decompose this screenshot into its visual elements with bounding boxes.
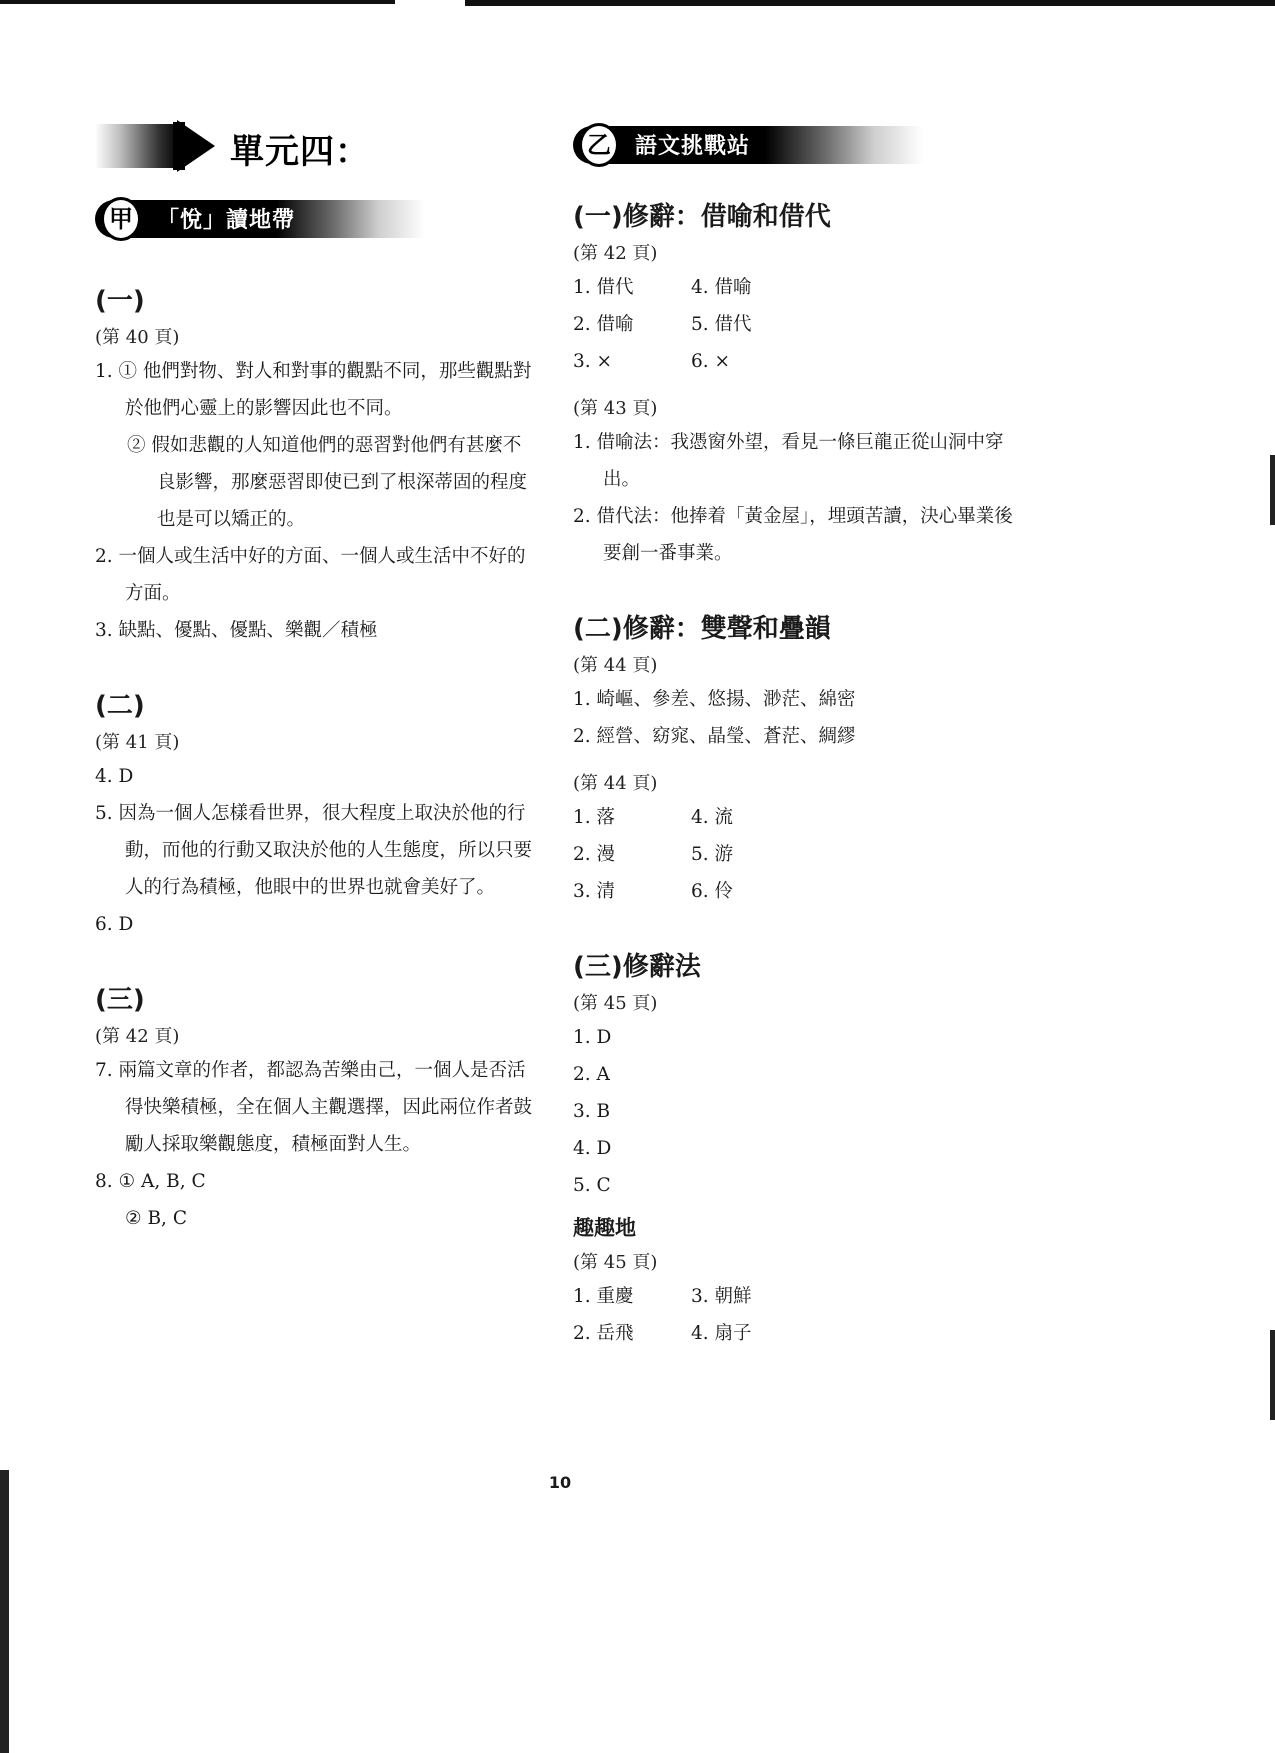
grid-cell: 1. 借代 [573,277,634,298]
answer-subitem: ② 假如悲觀的人知道他們的惡習對他們有甚麼不良影響，那麼惡習即使已到了根深蒂固的程度也是可以矯正的。 [127,435,528,530]
answer-item: 2. 一個人或生活中好的方面、一個人或生活中不好的方面。 [95,546,526,604]
answer-item: 7. 兩篇文章的作者，都認為苦樂由己，一個人是否活得快樂積極，全在個人主觀選擇，因此兩位作者鼓勵人採取樂觀態度，積極面對人生。 [95,1060,533,1155]
grid-cell: 1. 重慶 [573,1286,634,1307]
grid-cell: 5. 借代 [691,314,752,335]
answer-grid [573,269,1013,380]
answer-item: 3. 缺點、優點、優點、樂觀／積極 [95,620,378,641]
page-reference: (第 45 頁) [573,993,658,1014]
page-reference: (第 41 頁) [95,732,180,753]
left-column [95,118,535,1237]
page-reference: (第 43 頁) [573,398,658,419]
page-reference: (第 44 頁) [573,773,658,794]
section-banner-jia [95,200,425,238]
subsection-heading: (三)修辭法 [573,952,701,982]
unit-banner [95,118,535,174]
grid-cell: 4. 扇子 [691,1323,752,1344]
answer-item: 5. C [573,1175,611,1196]
answer-item: 1. ① 他們對物、對人和對事的觀點不同，那些觀點對於他們心靈上的影響因此也不同。 [95,361,532,419]
subsection-heading: 趣趣地 [573,1216,636,1240]
section-title: 「悅」讀地帶 [157,208,296,233]
section-banner-yi [573,126,923,164]
answer-item: 1. D [573,1027,612,1048]
answer-item: 8. ① A, B, C [95,1171,206,1192]
answer-item: 2. A [573,1064,610,1085]
subsection-heading: (三) [95,985,145,1015]
answer-item: 2. 借代法：他捧着「黃金屋」，埋頭苦讀，決心畢業後要創一番事業。 [573,506,1013,564]
answer-grid [573,1278,1013,1352]
grid-cell: 4. 借喻 [691,277,752,298]
section-title: 語文挑戰站 [635,134,751,159]
arrow-icon [177,120,215,172]
answer-item: 2. 經營、窈窕、晶瑩、蒼茫、綢繆 [573,726,856,747]
subsection-heading: (二) [95,691,145,721]
grid-cell: 3. 朝鮮 [691,1286,752,1307]
answer-item: 1. 借喻法：我憑窗外望，看見一條巨龍正從山洞中穿出。 [573,432,1004,490]
subsection-heading: (一)修辭：借喻和借代 [573,202,831,232]
answer-item: 3. B [573,1101,611,1122]
page-reference: (第 40 頁) [95,327,180,348]
grid-cell: 2. 岳飛 [573,1323,634,1344]
page-reference: (第 45 頁) [573,1252,658,1273]
right-column [573,118,1013,1352]
answer-item: 1. 崎嶇、參差、悠揚、渺茫、綿密 [573,689,856,710]
answer-subitem: ② B, C [125,1208,187,1229]
grid-cell: 5. 游 [691,844,734,865]
scan-edge-right-lower [1270,1330,1275,1420]
section-badge: 甲 [101,197,141,241]
subsection-heading: (一) [95,286,145,316]
grid-cell: 1. 落 [573,807,616,828]
answer-item: 4. D [573,1138,612,1159]
page-number: 10 [548,1473,572,1492]
answer-item: 4. D [95,766,134,787]
grid-cell: 3. 清 [573,881,616,902]
page-reference: (第 44 頁) [573,655,658,676]
answer-grid [573,799,1013,910]
page-reference: (第 42 頁) [95,1026,180,1047]
subsection-heading: (二)修辭：雙聲和疊韻 [573,614,831,644]
unit-title: 單元四： [230,132,370,172]
grid-cell: 6. 伶 [691,881,734,902]
grid-cell: 3. × [573,351,613,372]
scan-edge-left [0,1470,9,1753]
grid-cell: 4. 流 [691,807,734,828]
answer-item: 5. 因為一個人怎樣看世界，很大程度上取決於他的行動，而他的行動又取決於他的人生態度，所以只要人的行為積極，他眼中的世界也就會美好了。 [95,803,533,898]
banner-gradient [95,124,180,168]
scan-edge-top [0,0,1275,6]
section-badge: 乙 [579,123,619,167]
grid-cell: 6. × [691,351,731,372]
answer-item: 6. D [95,914,134,935]
scan-edge-right [1270,455,1275,525]
grid-cell: 2. 借喻 [573,314,634,335]
page-reference: (第 42 頁) [573,243,658,264]
grid-cell: 2. 漫 [573,844,616,865]
